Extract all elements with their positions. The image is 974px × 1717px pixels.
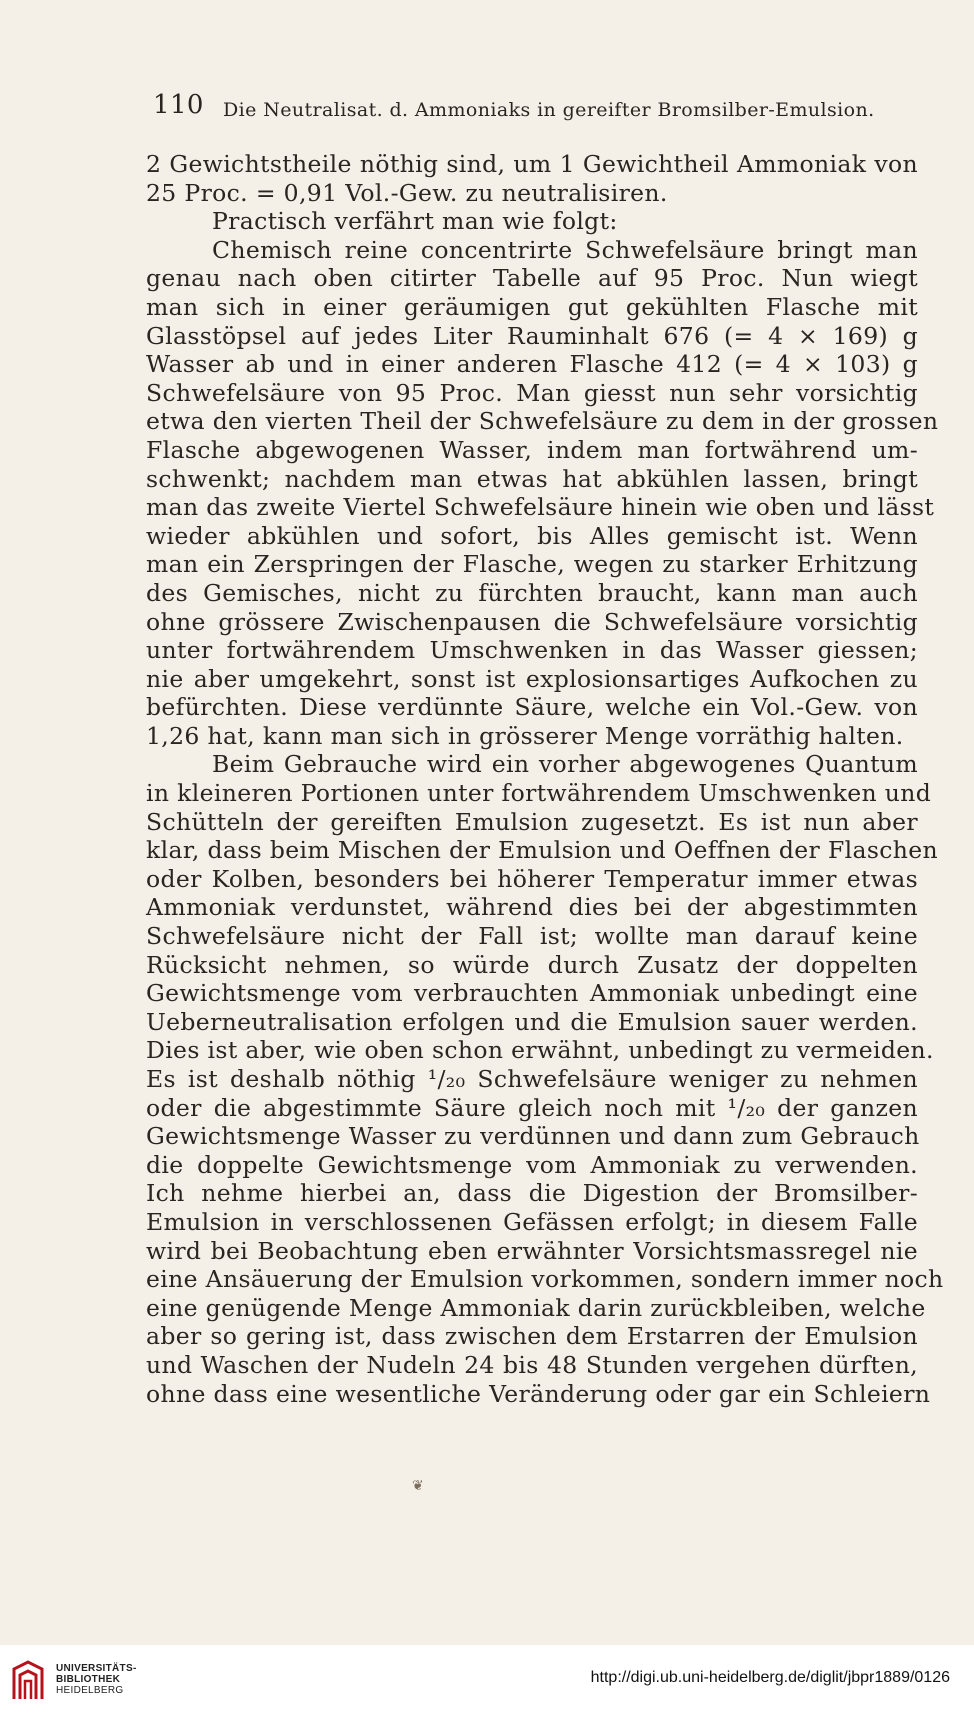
text-line: ohne grössere Zwischenpausen die Schwefelsäure vorsichtig [146,607,918,636]
text-line: Es ist deshalb nöthig ¹/₂₀ Schwefelsäure weniger zu nehmen [146,1065,918,1093]
text-line: aber so gering ist, dass zwischen dem Erstarren der Emulsion [146,1322,918,1351]
library-name [56,1663,137,1696]
text-line: Rücksicht nehmen, so würde durch Zusatz der doppelten [146,950,918,979]
running-head: Die Neutralisat. d. Ammoniaks in gereifter Bromsilber-Emulsion. [223,99,875,121]
text-line: Schütteln der gereiften Emulsion zugesetzt. Es ist nun aber [146,807,918,836]
university-library-logo-icon [8,1659,48,1703]
page-header [153,90,923,129]
text-line: man ein Zerspringen der Flasche, wegen zu starker Erhitzung [146,550,918,579]
text-line: wird bei Beobachtung eben erwähnter Vorsichtsmassregel nie [146,1236,918,1265]
page-number: 110 [153,90,204,120]
text-line: 1,26 hat, kann man sich in grösserer Menge vorräthig halten. [146,721,904,750]
text-line: eine genügende Menge Ammoniak darin zurückbleiben, welche [146,1293,926,1322]
library-name-line2: BIBLIOTHEK [56,1674,121,1685]
text-line: man sich in einer geräumigen gut gekühlten Flasche mit [146,292,918,321]
text-line: befürchten. Diese verdünnte Säure, welche ein Vol.-Gew. von [146,693,918,722]
text-line: Glasstöpsel auf jedes Liter Rauminhalt 676 (= 4 × 169) g [146,321,918,350]
text-line: man das zweite Viertel Schwefelsäure hinein wie oben und lässt [146,493,935,522]
text-line: klar, dass beim Mischen der Emulsion und Oeffnen der Flaschen [146,836,938,865]
text-line: in kleineren Portionen unter fortwährendem Umschwenken und [146,779,932,808]
text-line: Practisch verfährt man wie folgt: [212,207,618,236]
text-line: Ich nehme hierbei an, dass die Digestion der Bromsilber- [146,1179,918,1208]
text-line: Flasche abgewogenen Wasser, indem man fortwährend um- [146,435,918,464]
text-line: nie aber umgekehrt, sonst ist explosionsartiges Aufkochen zu [146,664,918,693]
text-line: eine Ansäuerung der Emulsion vorkommen, sondern immer noch [146,1265,944,1294]
text-line: Schwefelsäure nicht der Fall ist; wollte man darauf keine [146,922,918,951]
text-line: und Waschen der Nudeln 24 bis 48 Stunden vergehen dürften, [146,1350,918,1379]
text-line: Dies ist aber, wie oben schon erwähnt, unbedingt zu vermeiden. [146,1036,934,1065]
body-text [146,150,944,1408]
text-line: Gewichtsmenge vom verbrauchten Ammoniak unbedingt eine [146,979,918,1008]
text-line: 25 Proc. = 0,91 Vol.-Gew. zu neutralisiren. [146,178,668,207]
text-line: Beim Gebrauche wird ein vorher abgewogenes Quantum [212,750,918,779]
library-name-line1: UNIVERSITÄTS- [56,1663,137,1674]
text-line: unter fortwährendem Umschwenken in das Wasser giessen; [146,636,918,665]
text-line: oder die abgestimmte Säure gleich noch mit ¹/₂₀ der ganzen [146,1093,918,1122]
text-line: 2 Gewichtstheile nöthig sind, um 1 Gewichtheil Ammoniak von [146,150,918,178]
text-line: Gewichtsmenge Wasser zu verdünnen und dann zum Gebrauch [146,1122,920,1151]
text-line: Emulsion in verschlossenen Gefässen erfolgt; in diesem Falle [146,1207,918,1236]
text-line: schwenkt; nachdem man etwas hat abkühlen lassen, bringt [146,464,918,493]
text-line: genau nach oben citirter Tabelle auf 95 Proc. Nun wiegt [146,264,918,293]
text-line: wieder abkühlen und sofort, bis Alles gemischt ist. Wenn [146,521,918,550]
text-line: oder Kolben, besonders bei höherer Temperatur immer etwas [146,864,918,893]
text-line: ohne dass eine wesentliche Veränderung oder gar ein Schleiern [146,1379,931,1408]
footer-bar [0,1645,974,1717]
ornament-mark: ❦ [412,1478,424,1494]
text-line: die doppelte Gewichtsmenge vom Ammoniak zu verwenden. [146,1150,918,1179]
library-name-line3: HEIDELBERG [56,1685,124,1696]
text-line: Ammoniak verdunstet, während dies bei der abgestimmten [146,893,918,922]
text-line: Wasser ab und in einer anderen Flasche 412 (= 4 × 103) g [146,350,918,379]
permalink-url[interactable]: http://digi.ub.uni-heidelberg.de/diglit/jbpr1889/0126 [590,1669,950,1686]
text-line: Chemisch reine concentrirte Schwefelsäure bringt man [212,235,918,264]
text-line: etwa den vierten Theil der Schwefelsäure zu dem in der grossen [146,407,939,436]
text-line: Schwefelsäure von 95 Proc. Man giesst nun sehr vorsichtig [146,378,918,407]
text-line: des Gemisches, nicht zu fürchten braucht, kann man auch [146,578,918,607]
text-line: Ueberneutralisation erfolgen und die Emulsion sauer werden. [146,1007,918,1036]
